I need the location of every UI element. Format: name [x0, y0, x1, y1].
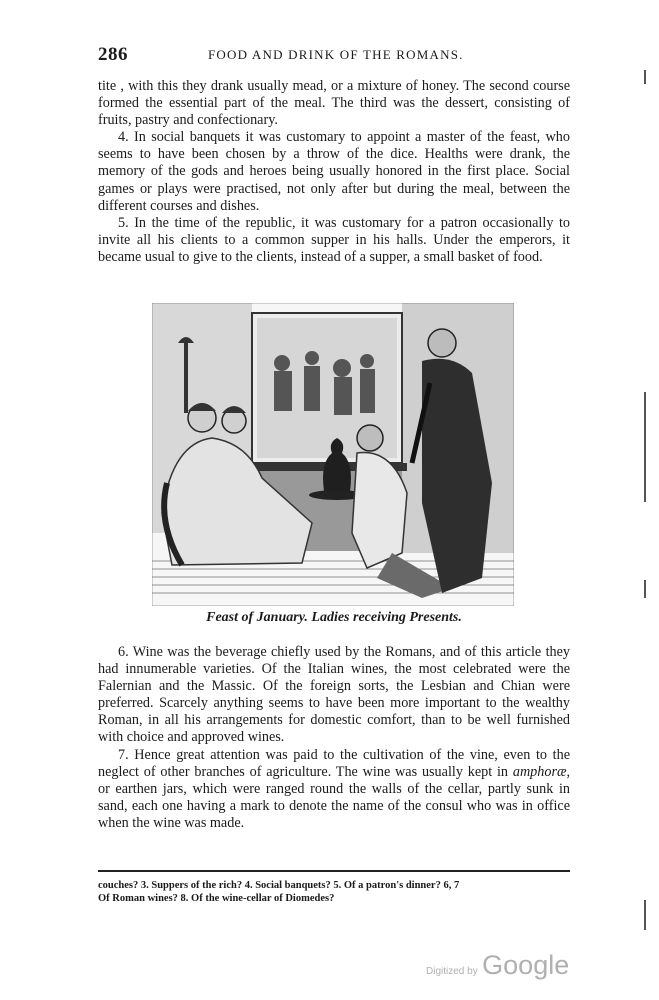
- feast-engraving-illustration: [152, 303, 514, 606]
- paragraph-4: 4. In social banquets it was customary to appoint a master of the feast, who seems to have been chosen by a throw of the dice. Healths were drank, the memory of the gods and heroes being usually honored in the first place. Social games or plays were practised, not only after but during the meal, between the different courses and dishes.: [98, 129, 570, 214]
- amphorae-term: amphoræ: [512, 763, 567, 780]
- margin-mark: [644, 580, 646, 598]
- paragraph-5: 5. In the time of the republic, it was customary for a patron occasionally to invite all his clients to a common supper in his halls. Under the emperors, it became usual to give to the clients, instead of a supper, a small basket of food.: [98, 214, 570, 265]
- watermark-prefix: Digitized by: [426, 966, 478, 977]
- margin-mark: [644, 900, 646, 930]
- margin-mark: [644, 392, 646, 502]
- footnotes: [98, 880, 570, 905]
- page-header: [98, 44, 568, 64]
- google-logo: Google: [482, 950, 570, 980]
- paragraph-7-end: , or earthen jars, which were ranged round the walls of the cellar, partly sunk in sand, each one having a mark to denote the name of the consul who was in office when the wine was made.: [98, 763, 570, 831]
- paragraph-6: 6. Wine was the beverage chiefly used by the Romans, and of this article they had innumerable varieties. Of the Italian wines, the most celebrated were the Falernian and the Massic. Of the foreign sorts, the Lesbian and Chian were preferred. Scarcely anything seems to have been more important to the wealthy Roman, in all his arrangements for domestic comfort, than to be well furnished with choice and approved wines.: [98, 644, 570, 746]
- running-head: FOOD AND DRINK OF THE ROMANS.: [208, 47, 464, 62]
- top-text-block: [98, 78, 570, 266]
- illustration-caption: Feast of January. Ladies receiving Presents.: [206, 610, 462, 625]
- paragraph-7-start: 7. Hence great attention was paid to the cultivation of the vine, even to the neglect of other branches of agriculture. The wine was usually kept in: [98, 746, 570, 780]
- footnote-line-1: couches? 3. Suppers of the rich? 4. Social banquets? 5. Of a patron's dinner? 6, 7: [98, 880, 460, 891]
- paragraph-7: [98, 747, 570, 832]
- margin-mark: [644, 70, 646, 84]
- footnote-line-2: Of Roman wines? 8. Of the wine-cellar of Diomedes?: [98, 892, 335, 904]
- bottom-text-block: [98, 644, 570, 832]
- page-number: 286: [98, 44, 128, 65]
- paragraph-continuation: tite , with this they drank usually mead, or a mixture of honey. The second course formed the essential part of the meal. The third was the dessert, consisting of fruits, pastry and confectionary.: [98, 78, 570, 129]
- footnote-rule: [98, 870, 570, 872]
- digitized-watermark: [426, 950, 569, 981]
